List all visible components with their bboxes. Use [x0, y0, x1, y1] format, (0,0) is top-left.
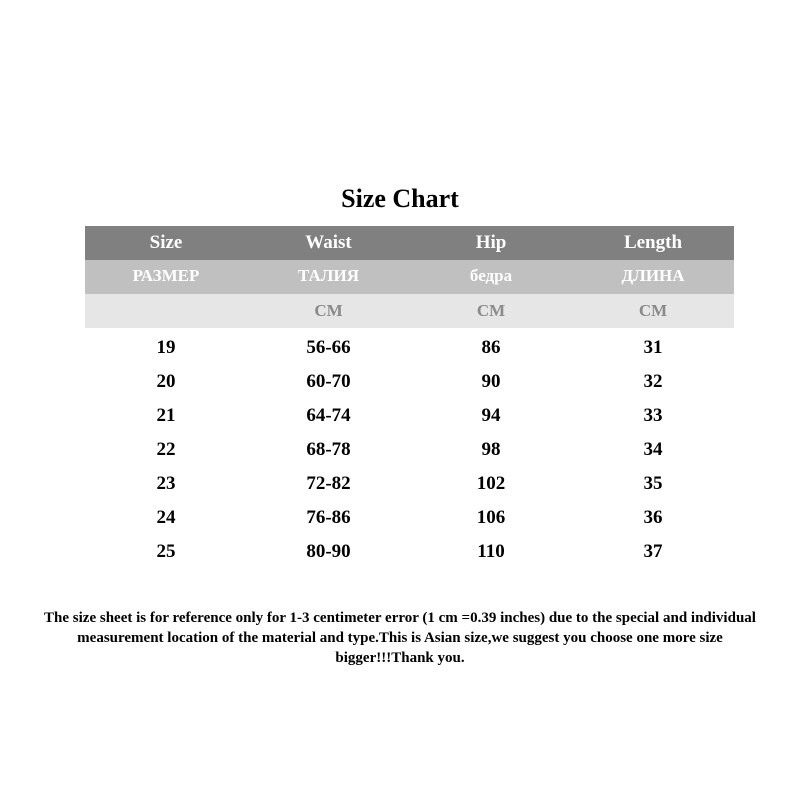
note-line: bigger!!!Thank you. [335, 650, 465, 666]
cell-waist: 68-78 [306, 439, 351, 460]
cell-hip: 110 [477, 541, 505, 562]
cell-size: 20 [156, 371, 176, 392]
table-row [85, 430, 734, 464]
table-row [85, 396, 734, 430]
header-row-russian [85, 260, 734, 294]
header-length: Length [623, 232, 683, 253]
header-waist: Waist [305, 232, 352, 253]
cell-length: 32 [643, 371, 663, 392]
table-row [85, 328, 734, 362]
note-line: measurement location of the material and type.This is Asian size,we suggest you choose one more size [77, 630, 723, 646]
page-title: Size Chart [341, 184, 459, 213]
cell-hip: 106 [476, 507, 506, 528]
unit-size [85, 294, 247, 328]
cell-length: 31 [643, 337, 663, 358]
note-line: The size sheet is for reference only for 1-3 centimeter error (1 cm =0.39 inches) due to the special and individual [44, 610, 756, 626]
unit-hip: CM [476, 301, 506, 320]
cell-hip: 98 [481, 439, 501, 460]
header-row-english [85, 226, 734, 260]
cell-size: 24 [156, 507, 176, 528]
cell-waist: 80-90 [306, 541, 351, 562]
cell-length: 33 [643, 405, 663, 426]
cell-waist: 64-74 [306, 405, 351, 426]
cell-waist: 60-70 [306, 371, 351, 392]
cell-size: 22 [156, 439, 176, 460]
table-row [85, 532, 734, 566]
size-disclaimer-note [0, 608, 800, 668]
unit-length: CM [638, 301, 668, 320]
cell-hip: 90 [481, 371, 501, 392]
cell-length: 35 [643, 473, 663, 494]
cell-size: 19 [156, 337, 176, 358]
table-row [85, 362, 734, 396]
header-row-units [85, 294, 734, 328]
cell-hip: 102 [476, 473, 506, 494]
cell-size: 21 [156, 405, 176, 426]
header-hip-ru: бедра [469, 266, 513, 285]
header-size: Size [149, 232, 183, 253]
unit-waist: CM [314, 301, 343, 320]
cell-length: 34 [643, 439, 663, 460]
cell-size: 23 [156, 473, 176, 494]
header-length-ru: ДЛИНА [621, 266, 685, 285]
table-row [85, 464, 734, 498]
cell-length: 36 [643, 507, 663, 528]
header-waist-ru: ТАЛИЯ [298, 266, 359, 285]
cell-length: 37 [643, 541, 663, 562]
cell-hip: 94 [481, 405, 501, 426]
cell-waist: 76-86 [306, 507, 351, 528]
cell-hip: 86 [481, 337, 501, 358]
header-hip: Hip [475, 232, 507, 253]
cell-waist: 56-66 [306, 337, 351, 358]
size-chart-table [85, 226, 734, 566]
table-row [85, 498, 734, 532]
cell-size: 25 [156, 541, 176, 562]
cell-waist: 72-82 [306, 473, 351, 494]
header-size-ru: РАЗМЕР [132, 266, 200, 285]
